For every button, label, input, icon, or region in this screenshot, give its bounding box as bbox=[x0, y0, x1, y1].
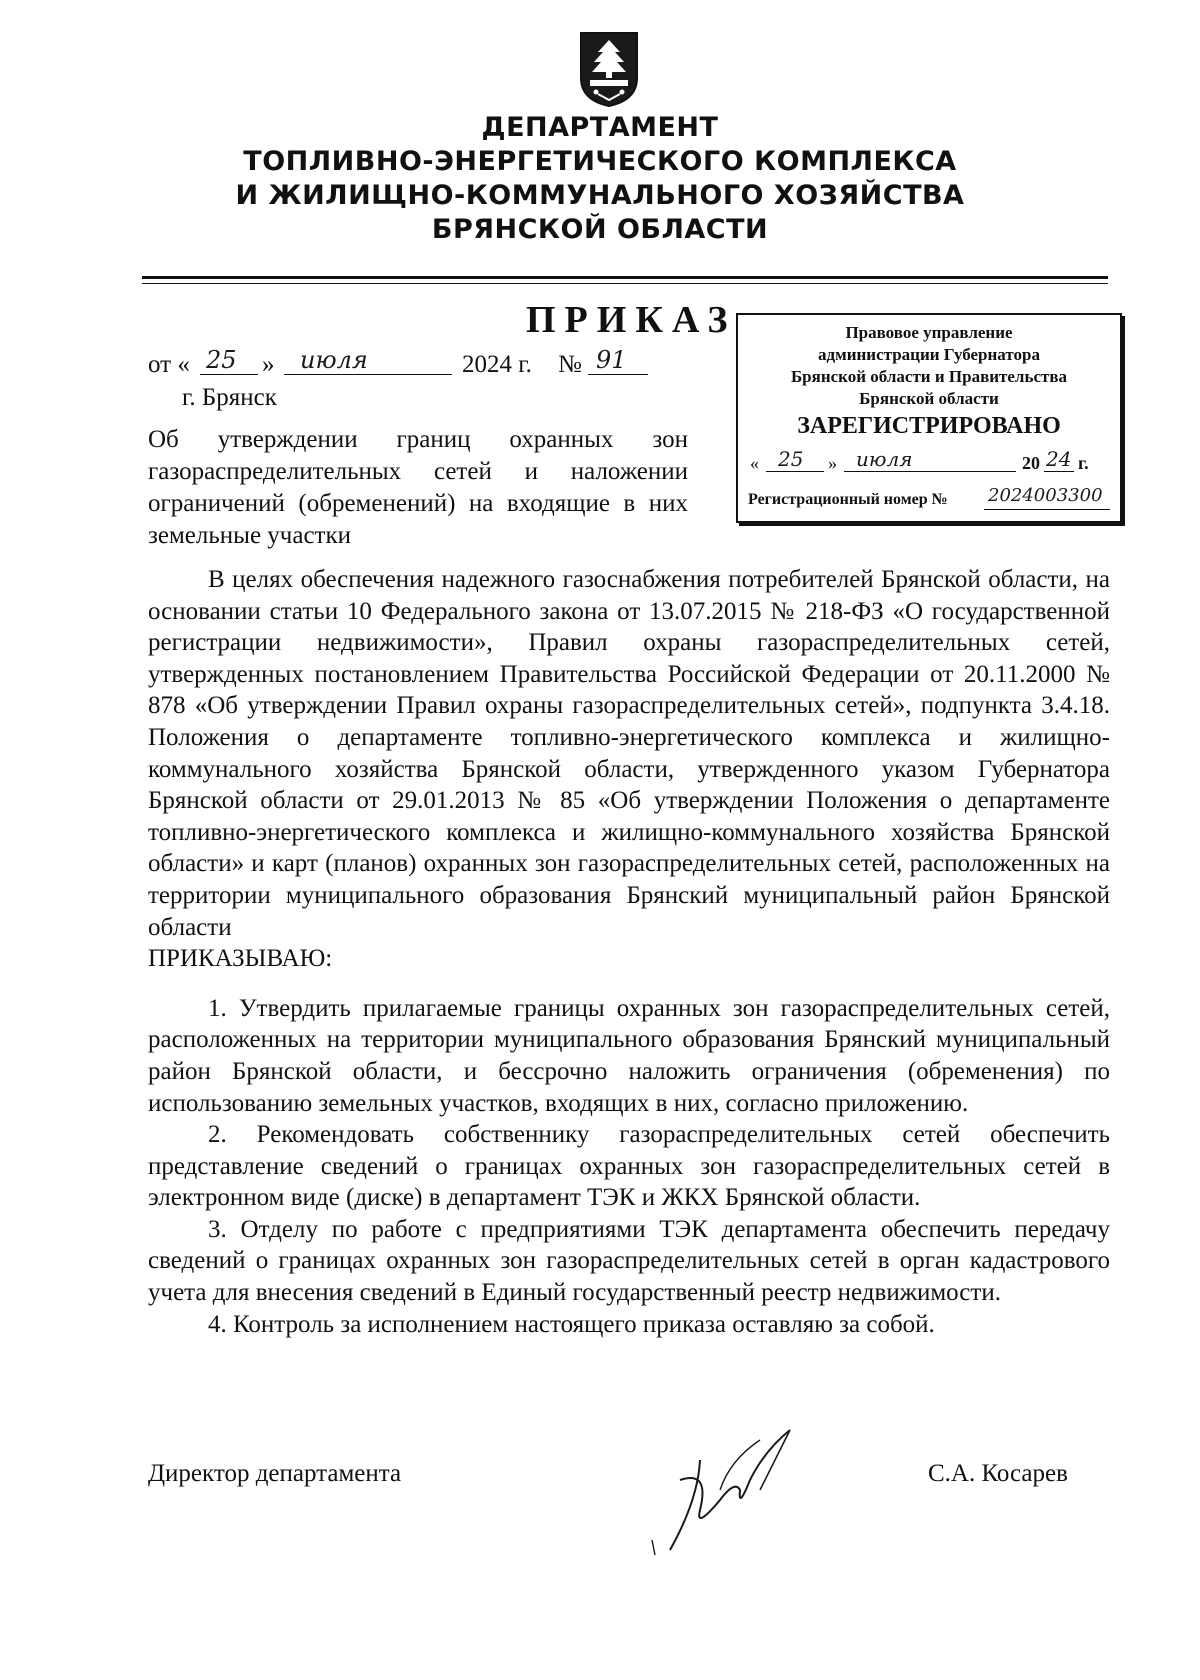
item-3: 3. Отделу по работе с предприятиями ТЭК департамента обеспечить передачу сведений о границах охранных зон газораспределительных сетей в орган кадастрового учета для внесения сведений в Единый государственный реестр недвижимости. bbox=[148, 1215, 1110, 1307]
stamp-reg-label: Регистрационный номер № bbox=[748, 491, 948, 508]
stamp-month: июля bbox=[856, 447, 913, 471]
order-word: ПРИКАЗЫВАЮ: bbox=[148, 945, 333, 973]
department-line-1: ДЕПАРТАМЕНТ bbox=[481, 112, 719, 143]
preamble-paragraph: В целях обеспечения надежного газоснабжения потребителей Брянской области, на основании статьи 10 Федерального закона от 13.07.2015 № 218-ФЗ «О государственной регистрации недвижимости», Правил охраны газораспределительных сетей, утвержденных постановлением Правительства Российской Федерации от 20.11.2000 № 878 «Об утверждении Правил охраны газораспределительных сетей», подпункта 3.4.18. Положения о департаменте топливно-энергетического комплекса и жилищно-коммунального хозяйства Брянской области, утвержденного указом Губернатора Брянской области от 29.01.2013 № 85 «Об утверждении Положения о департаменте топливно-энергетического комплекса и жилищно-коммунального хозяйства Брянской области» и карт (планов) охранных зон газораспределительных сетей, расположенных на территории муниципального образования Брянский муниципальный район Брянской области bbox=[148, 566, 1110, 941]
stamp-line-2: администрации Губернатора bbox=[818, 345, 1040, 364]
document-body bbox=[148, 564, 1110, 1340]
department-line-2: ТОПЛИВНО-ЭНЕРГЕТИЧЕСКОГО КОМПЛЕКСА bbox=[243, 146, 957, 177]
date-month-underline bbox=[284, 374, 452, 375]
order-number: 91 bbox=[596, 346, 627, 374]
number-prefix: № bbox=[558, 351, 582, 378]
stamp-quote-open: « bbox=[750, 453, 759, 473]
department-line-4: БРЯНСКОЙ ОБЛАСТИ bbox=[431, 214, 769, 245]
stamp-line-3: Брянской области и Правительства bbox=[790, 367, 1068, 386]
order-subject: Об утверждении границ охранных зон газораспределительных сетей и наложении ограничений (обременений) на входящие в них земельные участки bbox=[148, 426, 688, 549]
item-4: 4. Контроль за исполнением настоящего приказа оставляю за собой. bbox=[208, 1310, 935, 1338]
signatory-name: С.А. Косарев bbox=[928, 1460, 1068, 1487]
header-rule-thick bbox=[142, 276, 1108, 279]
date-prefix: от « bbox=[148, 351, 190, 378]
stamp-year-prefix: 20 bbox=[1022, 453, 1040, 473]
stamp-month-underline bbox=[844, 471, 1016, 472]
stamp-day: 25 bbox=[778, 447, 804, 471]
stamp-year-unit: г. bbox=[1078, 453, 1089, 473]
date-day: 25 bbox=[206, 346, 237, 374]
coat-of-arms-icon bbox=[578, 30, 640, 108]
order-number-underline bbox=[588, 374, 648, 375]
signatory-position: Директор департамента bbox=[148, 1460, 402, 1487]
stamp-year-underline bbox=[1044, 471, 1074, 472]
stamp-year-suffix: 24 bbox=[1046, 447, 1072, 471]
header-rule-thin bbox=[142, 283, 1108, 284]
date-mid: » bbox=[262, 351, 275, 378]
stamp-reg-number: 2024003300 bbox=[988, 485, 1103, 506]
stamp-reg-underline bbox=[984, 509, 1110, 510]
handwritten-signature bbox=[640, 1420, 840, 1560]
stamp-status: ЗАРЕГИСТРИРОВАНО bbox=[797, 413, 1061, 439]
stamp-day-underline bbox=[766, 471, 824, 472]
item-2: 2. Рекомендовать собственнику газораспределительных сетей обеспечить представление сведений о границах охранных зон газораспределительных сетей в электронном виде (диске) в департамент ТЭК и ЖКХ Брянской области. bbox=[148, 1121, 1110, 1212]
department-line-3: И ЖИЛИЩНО-КОММУНАЛЬНОГО ХОЗЯЙСТВА bbox=[235, 180, 965, 211]
stamp-line-1: Правовое управление bbox=[845, 323, 1013, 342]
city: г. Брянск bbox=[182, 384, 277, 411]
registration-stamp bbox=[736, 313, 1122, 523]
stamp-line-4: Брянской области bbox=[859, 389, 999, 408]
date-year: 2024 г. bbox=[462, 351, 532, 378]
document-title: ПРИКАЗ bbox=[526, 299, 737, 341]
item-1: 1. Утвердить прилагаемые границы охранных зон газораспределительных сетей, расположенных на территории муниципального образования Брянский муниципальный район Брянской области, и бессрочно наложить ограничения (обременения) по использованию земельных участков, входящих в них, согласно приложению. bbox=[148, 994, 1110, 1117]
date-day-underline bbox=[200, 374, 258, 375]
date-month: июля bbox=[300, 346, 368, 374]
stamp-quote-close: » bbox=[828, 453, 837, 473]
